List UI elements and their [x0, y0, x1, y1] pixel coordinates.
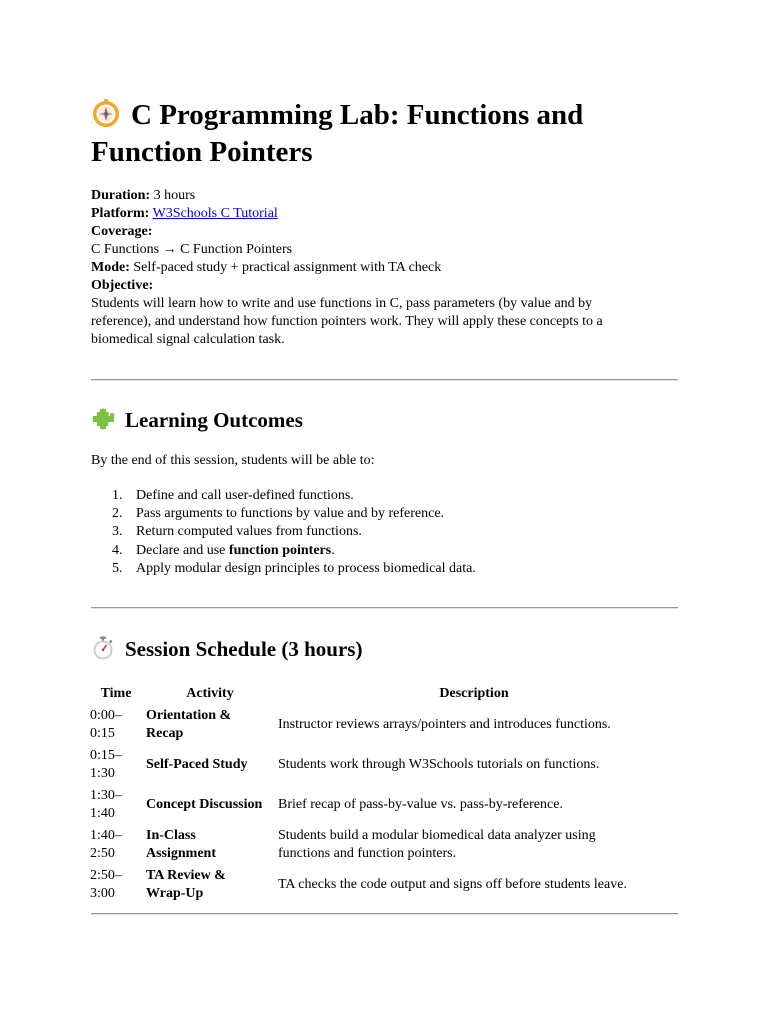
mode-row [91, 259, 678, 277]
time-cell: 1:40– 2:50 [90, 828, 122, 861]
platform-link[interactable]: W3Schools C Tutorial [152, 206, 278, 221]
duration-value: 3 hours [153, 188, 196, 203]
coverage-label: Coverage: [91, 224, 153, 239]
objective-row [91, 277, 678, 295]
description-cell: Students work through W3Schools tutorials on functions. [278, 757, 600, 772]
bold-term: function pointers [228, 542, 332, 558]
horizontal-divider [91, 913, 678, 915]
duration-row [91, 187, 678, 205]
horizontal-divider [91, 607, 678, 609]
table-row [89, 866, 671, 904]
learning-outcomes-title: Learning Outcomes [125, 408, 303, 432]
activity-cell: TA Review & Wrap-Up [146, 868, 226, 901]
objective-text-line: reference), and understand how function pointers work. They will apply these concepts to a [91, 314, 603, 329]
list-item: 1. Define and call user-defined functions. [112, 488, 354, 503]
list-item: 5. Apply modular design principles to process biomedical data. [112, 560, 476, 576]
table-row [89, 706, 671, 744]
description-cell: Students build a modular biomedical data analyzer using functions and function pointers. [278, 828, 596, 861]
puzzle-piece-icon [91, 407, 115, 431]
time-cell: 1:30– 1:40 [90, 788, 122, 821]
column-header-time: Time [100, 686, 132, 701]
description-cell: TA checks the code output and signs off before students leave. [278, 877, 627, 892]
learning-outcomes-heading [91, 407, 303, 433]
column-header-activity: Activity [186, 686, 234, 701]
activity-cell: In-Class Assignment [146, 828, 217, 861]
time-cell: 0:00– 0:15 [90, 708, 122, 741]
platform-label: Platform: [91, 206, 150, 221]
table-row [89, 786, 671, 824]
objective-label: Objective: [91, 278, 154, 293]
compass-icon [91, 98, 121, 128]
lab-meta [91, 187, 678, 349]
outcomes-intro: By the end of this session, students will be able to: [91, 453, 375, 468]
coverage-value: C Functions → C Function Pointers [91, 242, 293, 257]
objective-text-line: Students will learn how to write and use functions in C, pass parameters (by value and by [91, 296, 593, 311]
horizontal-divider [91, 379, 678, 381]
list-item: 2. Pass arguments to functions by value and by reference. [112, 506, 445, 522]
title-line-1: C Programming Lab: Functions and [131, 99, 584, 131]
platform-row [91, 205, 678, 223]
description-cell: Instructor reviews arrays/pointers and introduces functions. [278, 717, 611, 732]
description-cell: Brief recap of pass-by-value vs. pass-by-reference. [278, 797, 563, 812]
stopwatch-icon [91, 636, 115, 660]
table-row [89, 826, 671, 864]
table-header-row [89, 684, 671, 704]
table-row [89, 746, 671, 784]
activity-cell: Self-Paced Study [146, 757, 248, 772]
activity-cell: Orientation & Recap [146, 708, 232, 741]
mode-label: Mode: [91, 260, 130, 275]
activity-cell: Concept Discussion [146, 797, 263, 812]
outcomes-list [91, 487, 476, 578]
session-schedule-heading [91, 636, 362, 662]
list-item: 3. Return computed values from functions. [112, 524, 362, 540]
title-line-2: Function Pointers [91, 136, 313, 168]
page-title [91, 97, 678, 171]
time-cell: 0:15– 1:30 [90, 748, 122, 781]
duration-label: Duration: [91, 188, 151, 203]
schedule-table [87, 682, 673, 906]
coverage-row [91, 223, 678, 241]
session-schedule-title: Session Schedule (3 hours) [125, 637, 363, 661]
list-item: 4. Declare and use function pointers. [112, 542, 335, 558]
column-header-description: Description [439, 686, 509, 701]
mode-value: Self-paced study + practical assignment with TA check [133, 260, 442, 275]
time-cell: 2:50– 3:00 [90, 868, 122, 901]
objective-text-line: biomedical signal calculation task. [91, 332, 285, 347]
